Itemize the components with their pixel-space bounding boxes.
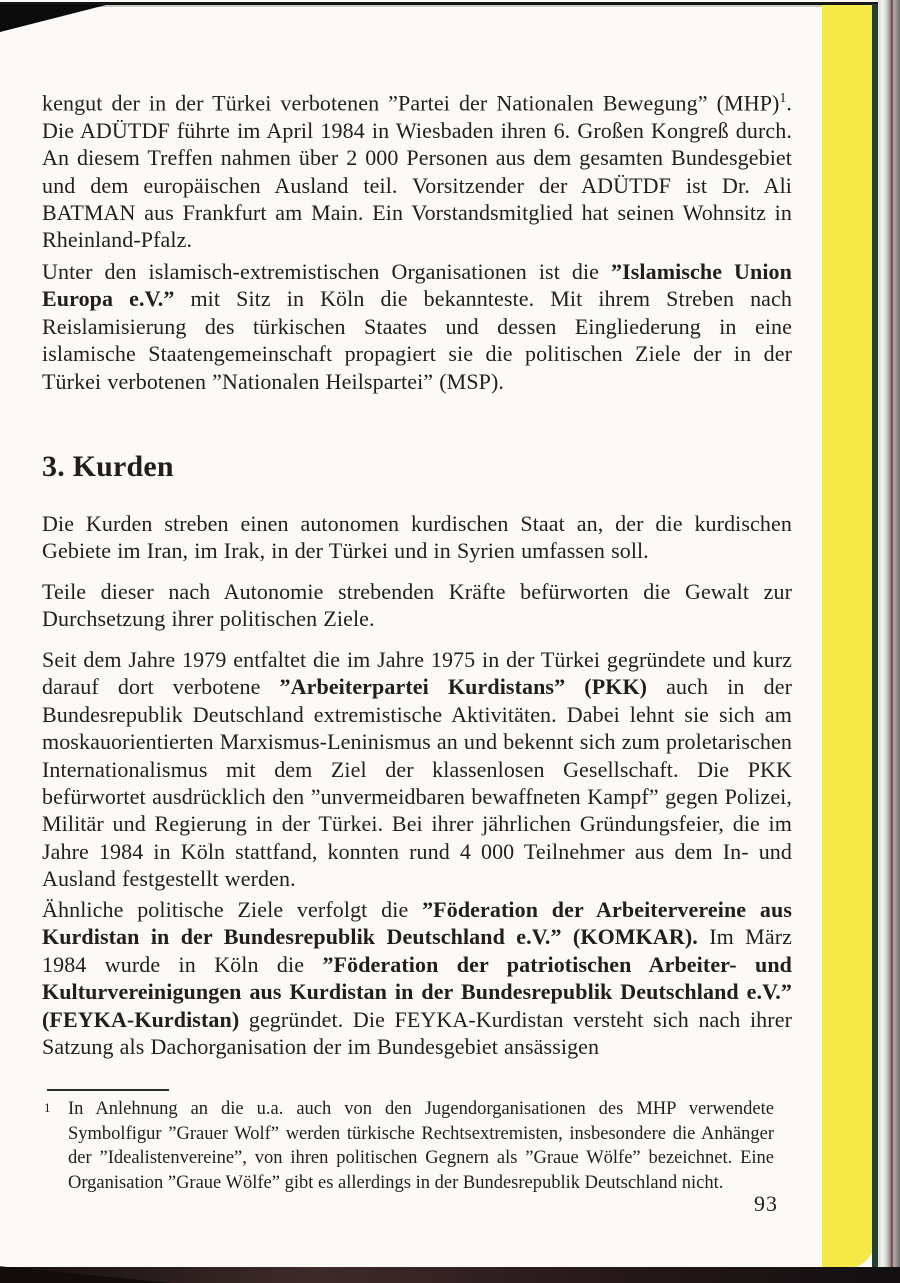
footnote-marker: 1 <box>44 1100 51 1115</box>
paragraph-komkar-feyka: Ähnliche politische Ziele verfolgt die ”Föderation der Arbeitervereine aus Kurdistan in der Bundesrepublik Deutschland e.V.” (KOMKAR). Im März 1984 wurde in Köln die ”Föderation der patriotischen Arbeiter- und Kulturvereinigungen aus Kurdistan in der Bundesrepublik Deutschland e.V.” (FEYKA-Kurdistan) gegründet. Die FEYKA-Kurdistan versteht sich nach ihrer Satzung als Dachorganisation der im Bundesgebiet ansässigen <box>42 897 792 1060</box>
book-page-edge-stack <box>878 0 900 1283</box>
paragraph-islamische-union: Unter den islamisch-extremistischen Organisationen ist die ”Islamische Union Europa e.V.” mit Sitz in Köln die bekannteste. Mit ihrem Streben nach Reislamisierung des türkischen Staates und dessen Eingliederung in eine islamische Staatengemeinschaft propagiert sie die politischen Ziele der in der Türkei verbotenen ”Nationalen Heilspartei” (MSP). <box>42 259 793 394</box>
footnote-text: In Anlehnung an die u.a. auch von den Jugendorganisationen des MHP verwendete Symbolfigur ”Grauer Wolf” werden türkische Rechtsextremisten, insbesondere die Anhänger der ”Idealistenvereine”, von ihren politischen Gegnern als ”Graue Wölfe” bezeichnet. Eine Organisation ”Graue Wölfe” gibt es allerdings in der Bundesrepublik Deutschland nicht. <box>68 1099 774 1193</box>
book-cover-edge <box>822 5 874 1268</box>
footnote <box>42 1097 774 1195</box>
footnote-separator <box>47 1089 169 1091</box>
paragraph-adutdf: kengut der in der Türkei verbotenen ”Partei der Nationalen Bewegung” (MHP)$^1$. Die ADÜTDF führte im April 1984 in Wiesbaden ihren 6. Großen Kongreß durch. An diesem Treffen nahmen über 2 000 Personen aus dem gesamten Bundesgebiet und dem europäischen Ausland teil. Vorsitzender der ADÜTDF ist Dr. Ali BATMAN aus Frankfurt am Main. Ein Vorstandsmitglied hat seinen Wohnsitz in Rheinland-Pfalz. <box>42 90 792 253</box>
section-heading: 3. Kurden <box>42 450 174 483</box>
scan-top-edge-line <box>0 2 900 5</box>
paragraph-kurden-gewalt: Teile dieser nach Autonomie strebenden Kräfte befürworten die Gewalt zur Durchsetzung ihrer politischen Ziele. <box>42 579 792 632</box>
paragraph-pkk: Seit dem Jahre 1979 entfaltet die im Jahre 1975 in der Türkei gegründete und kurz darauf dort verbotene ”Arbeiterpartei Kurdistans” (PKK) auch in der Bundesrepublik Deutschland extremistische Aktivitäten. Dabei lehnt sie sich am moskauorientierten Marxismus-Leninismus an und bekennt sich zum proletarischen Internationalismus mit dem Ziel der klassenlosen Gesellschaft. Die PKK befürwortet ausdrücklich den ”unvermeidbaren bewaffneten Kampf” gegen Polizei, Militär und Regierung in der Türkei. Bei ihrer jährlichen Gründungsfeier, die im Jahre 1984 in Köln stattfand, konnten rund 4 000 Teilnehmer aus dem In- und Ausland festgestellt werden. <box>42 647 792 892</box>
page-number: 93 <box>754 1191 778 1216</box>
scan-top-left-shadow <box>0 5 106 32</box>
paragraph-kurden-intro: Die Kurden streben einen autonomen kurdischen Staat an, der die kurdischen Gebiete im Iran, im Irak, in der Türkei und in Syrien umfassen soll. <box>42 511 792 564</box>
